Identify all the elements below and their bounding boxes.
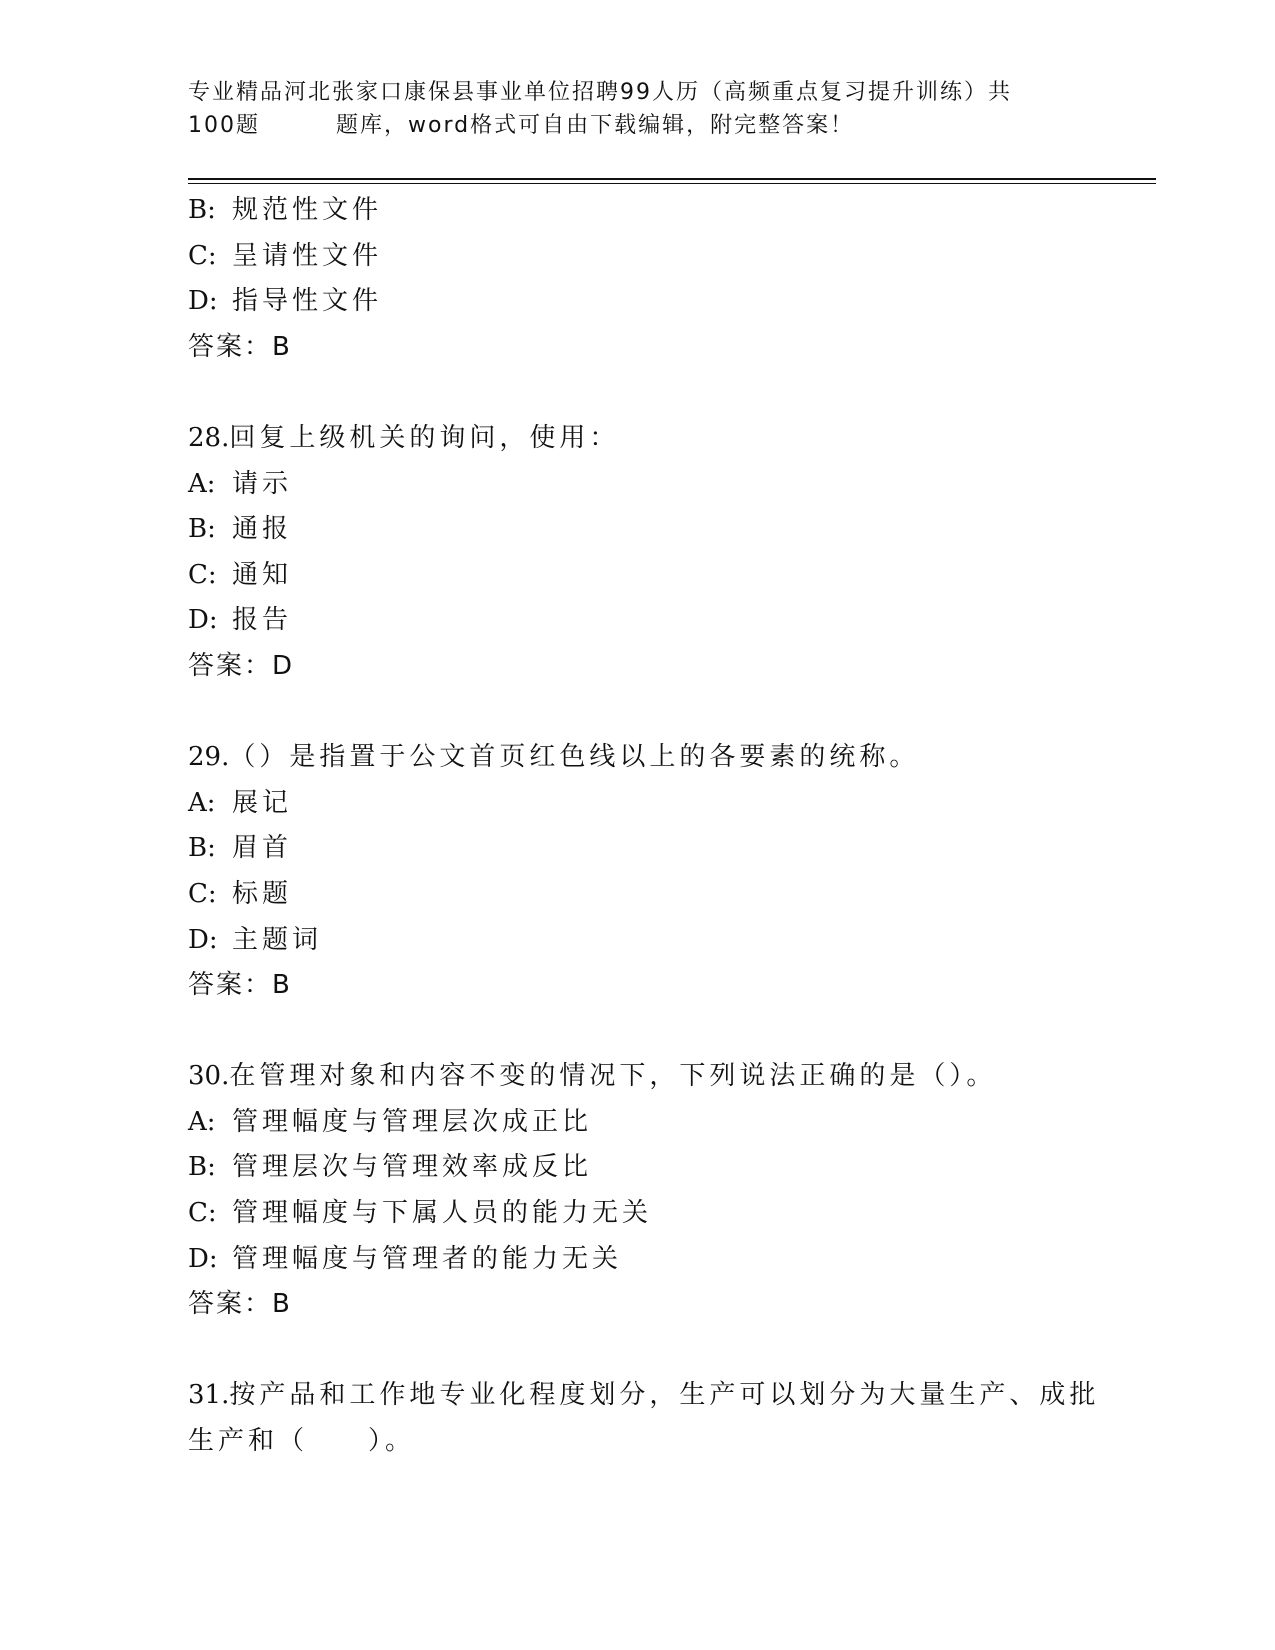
option-text: 管理幅度与管理者的能力无关 [232,1243,623,1274]
q29-question [188,735,1088,781]
q29-option-b [188,826,1088,872]
option-label: A: [188,468,216,499]
question-number: 31. [188,1380,230,1411]
q28-option-d [188,598,1088,644]
option-label: B: [188,195,216,225]
q31-question [188,1373,1100,1419]
question-number: 29. [188,742,230,773]
header-divider-thin [188,183,1156,184]
option-label: D: [188,605,218,636]
question-text: 回复上级机关的询问，使用： [229,422,620,453]
option-label: C: [188,878,217,909]
option-text: 主题词 [232,924,323,955]
option-text: 通知 [232,559,293,590]
q27-answer: 答案：B [188,331,292,362]
option-label: D: [188,1243,218,1274]
option-text: 标题 [232,878,293,909]
q29-option-c [188,872,1088,918]
option-label: C: [188,559,217,590]
option-label: D: [188,924,218,955]
option-text: 管理层次与管理效率成反比 [232,1152,593,1183]
question-number: 30. [188,1061,230,1092]
option-label: D: [188,286,218,317]
question-text: 在管理对象和内容不变的情况下，下列说法正确的是（）。 [229,1061,997,1092]
option-label: B: [188,833,216,864]
header-line-2 [188,109,1088,142]
header-description: 题库，word格式可自由下载编辑，附完整答案！ [336,113,855,138]
header-divider-thick [188,178,1156,180]
option-text: 呈请性文件 [232,240,383,271]
question-list [188,188,1100,1465]
option-label: B: [188,514,216,545]
q29-option-d [188,918,1088,964]
option-text: 管理幅度与管理层次成正比 [232,1106,593,1137]
option-label: B: [188,1152,216,1183]
option-label: C: [188,240,217,271]
question-text: （）是指置于公文首页红色线以上的各要素的统称。 [229,742,920,773]
q28-option-a [188,462,1088,508]
question-text: 生产和（ [188,1426,309,1457]
question-text: ）。 [368,1426,416,1457]
option-text: 报告 [232,605,293,636]
option-text: 眉首 [232,833,293,864]
option-label: A: [188,787,216,818]
option-text: 管理幅度与下属人员的能力无关 [232,1198,653,1229]
q30-option-c [188,1191,1088,1237]
q28-question [188,416,1088,462]
q30-question [188,1054,1088,1100]
header-count: 100题 [188,113,260,138]
q29-option-a [188,781,1088,827]
option-text: 规范性文件 [232,195,383,225]
q27-option-c [188,234,1088,280]
question-text: 按产品和工作地专业化程度划分，生产可以划分为大量生产、成批 [229,1380,1100,1411]
header-line-1: 专业精品河北张家口康保县事业单位招聘99人历（高频重点复习提升训练）共 [188,80,1012,105]
option-text: 请示 [232,468,293,499]
q29-answer: 答案：B [188,970,292,1001]
option-label: A: [188,1106,216,1137]
option-text: 展记 [232,787,293,818]
q28-option-b [188,507,1088,553]
q27-option-b [188,188,1088,234]
question-number: 28. [188,422,230,453]
option-text: 通报 [232,514,293,545]
option-text: 指导性文件 [232,286,383,317]
q30-option-b [188,1145,1088,1191]
document-header [188,76,1088,142]
q30-answer: 答案：B [188,1289,292,1320]
q31-question-line-2 [188,1419,1088,1465]
option-label: C: [188,1198,217,1229]
q30-option-d [188,1237,1088,1283]
q28-answer: 答案：D [188,650,295,681]
q27-option-d [188,279,1088,325]
q30-option-a [188,1100,1088,1146]
q28-option-c [188,553,1088,599]
